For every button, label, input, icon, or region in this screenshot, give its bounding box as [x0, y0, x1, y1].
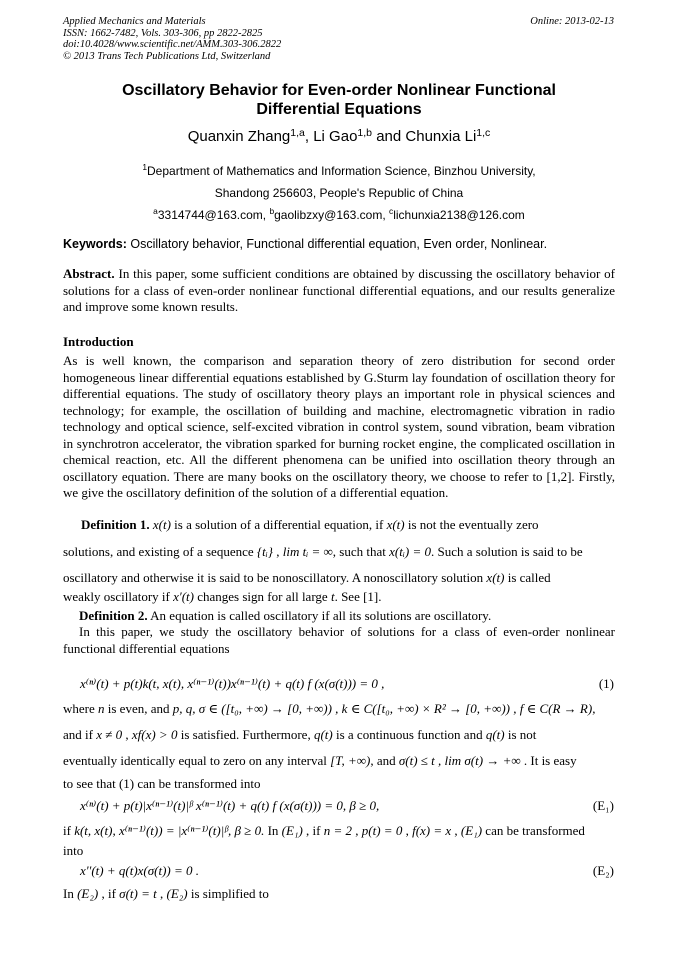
- text: eventually identically equal to zero on any interval: [63, 753, 331, 768]
- keywords-text: Oscillatory behavior, Functional differential equation, Even order, Nonlinear.: [126, 237, 548, 251]
- math: q(t): [485, 727, 505, 742]
- math: f(x) = x: [412, 823, 452, 838]
- doi: doi:10.4028/www.scientific.net/AMM.303-306.2822: [63, 39, 282, 50]
- def-text: is called: [504, 570, 551, 585]
- affiliation-sup: 1: [142, 162, 148, 172]
- affiliation-line-2: Shandong 256603, People's Republic of China: [214, 186, 464, 200]
- keywords: [63, 237, 615, 251]
- def-text: solutions, and existing of a sequence: [63, 544, 257, 559]
- math: [T, +∞): [330, 753, 371, 768]
- definition-1-line-4: [63, 589, 615, 605]
- text: In: [63, 886, 78, 901]
- text: is even, and: [104, 701, 173, 716]
- equation-E2: x''(t) + q(t)x(σ(t)) = 0 .: [80, 863, 200, 878]
- author-3: Chunxia Li: [405, 128, 477, 145]
- keywords-label: Keywords:: [63, 237, 127, 251]
- text: ,: [402, 823, 413, 838]
- equation-E1: x⁽ⁿ⁾(t) + p(t)|x⁽ⁿ⁻¹⁾(t)|ᵝ x⁽ⁿ⁻¹⁾(t) + q(t) f (x(σ(t))) = 0, β ≥ 0,: [80, 798, 380, 813]
- math-conditions: p, q, σ ∈ ([t₀, +∞) → [0, +∞)) , k ∈ C([t₀, +∞) × R² → [0, +∞)) , f ∈ C(R → R),: [172, 701, 596, 716]
- running-header: [63, 16, 281, 62]
- math: (E₁): [460, 823, 483, 838]
- equation-1: x⁽ⁿ⁾(t) + p(t)k(t, x(t), x⁽ⁿ⁻¹⁾(t))x⁽ⁿ⁻¹⁾(t) + q(t) f (x(σ(t))) = 0 ,: [80, 676, 385, 691]
- text: is not: [504, 727, 537, 742]
- author-2-sup: 1,b: [357, 127, 373, 139]
- copyright: © 2013 Trans Tech Publications Ltd, Switzerland: [63, 50, 271, 62]
- math-x-t: x(t): [486, 570, 505, 585]
- affiliation-line-1: [0, 160, 678, 182]
- email-a: 3314744@163.com,: [157, 208, 270, 222]
- math-limit: lim tᵢ = ∞: [282, 544, 333, 559]
- text: In: [264, 823, 282, 838]
- definition-1-line-2: solutions, and existing of a sequence {tᵢ} , lim tᵢ = ∞, such that x(tᵢ) = 0. Such a solution is said to be: [63, 544, 583, 559]
- math: x ≠ 0: [96, 727, 123, 742]
- paragraph-2: In this paper, we study the oscillatory behavior of solutions for a class of even-order nonlinear functional differential equations: [63, 624, 615, 656]
- text: , if: [302, 823, 324, 838]
- math: (E₂): [166, 886, 188, 901]
- where-line-1: [63, 701, 615, 717]
- math: k(t, x(t), x⁽ⁿ⁻¹⁾(t)) = |x⁽ⁿ⁻¹⁾(t)|ᵝ, β ≥ 0.: [74, 823, 265, 838]
- paper-title: [0, 81, 678, 119]
- affiliation-text: Department of Mathematics and Information Science, Binzhou University,: [147, 164, 536, 178]
- text: is simplified to: [187, 886, 269, 901]
- math: (E₂): [77, 886, 99, 901]
- abstract: [63, 266, 615, 316]
- text: , and: [370, 753, 399, 768]
- text: ,: [451, 823, 461, 838]
- text: is a continuous function and: [332, 727, 486, 742]
- text: ,: [122, 727, 132, 742]
- text: is satisfied. Furthermore,: [177, 727, 314, 742]
- def-text: . Such a solution is said to be: [431, 544, 583, 559]
- where-line-2: [63, 727, 615, 743]
- definition-2-text: An equation is called oscillatory if all its solutions are oscillatory.: [147, 608, 492, 623]
- def-text: weakly oscillatory if: [63, 589, 174, 604]
- last-line: [63, 886, 615, 902]
- def-text: , such that: [332, 544, 390, 559]
- def-text: is not the eventually zero: [404, 517, 539, 532]
- math: n = 2: [323, 823, 353, 838]
- ifk-line: [63, 823, 615, 839]
- where-line-3: [63, 753, 615, 769]
- email-b: gaolibzxy@163.com,: [274, 208, 390, 222]
- into-line: into: [63, 843, 84, 858]
- math-x-ti: x(tᵢ) = 0: [389, 544, 431, 559]
- author-separator: ,: [304, 128, 314, 145]
- email-sup: a: [153, 206, 158, 216]
- def-text: . See [1].: [334, 589, 382, 604]
- text: and if: [63, 727, 97, 742]
- affiliation: [0, 160, 678, 226]
- text: , if: [98, 886, 120, 901]
- def-text: oscillatory and otherwise it is said to be nonoscillatory. A nonoscillatory solution: [63, 570, 487, 585]
- title-line-1: Oscillatory Behavior for Even-order Nonlinear Functional: [122, 82, 556, 99]
- math: xf(x) > 0: [131, 727, 178, 742]
- text: ,: [352, 823, 362, 838]
- equation-1-number: (1): [598, 676, 614, 691]
- math: σ(t) ≤ t , lim σ(t) → +∞: [398, 753, 521, 768]
- abstract-label: Abstract.: [63, 266, 115, 281]
- author-3-sup: 1,c: [476, 127, 491, 139]
- equation-E1-number: (E₁): [592, 798, 614, 813]
- definition-1-line-3: [63, 570, 615, 586]
- math-sequence: {tᵢ}: [256, 544, 273, 559]
- text: can be transformed: [482, 823, 585, 838]
- math-x-t: x(t): [386, 517, 405, 532]
- math-n: n: [98, 701, 105, 716]
- math: q(t): [313, 727, 333, 742]
- email-sup: c: [389, 206, 394, 216]
- math: σ(t) = t: [119, 886, 157, 901]
- online-date: Online: 2013-02-13: [530, 16, 614, 27]
- where-line-4: to see that (1) can be transformed into: [63, 776, 261, 791]
- equation-E2-number: (E₂): [592, 863, 614, 878]
- journal-name: Applied Mechanics and Materials: [63, 16, 206, 27]
- title-line-2: Differential Equations: [256, 101, 422, 118]
- text: ,: [156, 886, 167, 901]
- definition-2: [63, 608, 615, 624]
- math-x-prime: x′(t): [173, 589, 194, 604]
- definition-1-line-1: [63, 517, 615, 533]
- def-text: is a solution of a differential equation, if: [170, 517, 387, 532]
- definition-2-label: Definition 2.: [79, 608, 148, 623]
- section-heading: Introduction: [63, 334, 134, 349]
- text: if: [63, 823, 75, 838]
- intro-paragraph: As is well known, the comparison and separation theory of zero distribution for second order homogeneous linear differential equations established by G.Sturm lay foundation of oscillation theory for differential equations. The study of oscillatory theory plays an important role in physical sciences and technology; for example, the oscillation of building and machine, electromagnetic vibration in radio technology and optical science, self-excited vibration in control system, sound vibration, beam vibration in synchrotron accelerator, the vibration sparked for burning rocket engine, the complicated oscillation in chemical reaction, etc. All the different phenomena can be unified into oscillation theory through an oscillatory equation. There are many books on the oscillatory theory, we choose to refer to [1,2]. Firstly, we give the oscillatory definition of the solution of a differential equation.: [63, 353, 615, 500]
- math-x-t: x(t): [152, 517, 171, 532]
- math-t: t: [330, 589, 335, 604]
- math: (E₁): [281, 823, 303, 838]
- issn: ISSN: 1662-7482, Vols. 303-306, pp 2822-2825: [63, 27, 263, 39]
- definition-1-label: Definition 1.: [81, 517, 150, 532]
- math: p(t) = 0: [361, 823, 403, 838]
- text: where: [63, 701, 99, 716]
- email-line: [0, 204, 678, 226]
- email-c: lichunxia2138@126.com: [393, 208, 525, 222]
- author-separator: and: [372, 128, 406, 145]
- author-list: [0, 128, 678, 145]
- def-text: changes sign for all large: [194, 589, 331, 604]
- author-2: Li Gao: [313, 128, 358, 145]
- author-1: Quanxin Zhang: [187, 128, 291, 145]
- email-sup: b: [269, 206, 275, 216]
- abstract-text: In this paper, some sufficient conditions are obtained by discussing the oscillatory behavior of solutions for a class of even-order nonlinear functional differential equations, and our results generalize and improve some known results.: [63, 266, 615, 314]
- text: . It is easy: [520, 753, 577, 768]
- author-1-sup: 1,a: [290, 127, 305, 139]
